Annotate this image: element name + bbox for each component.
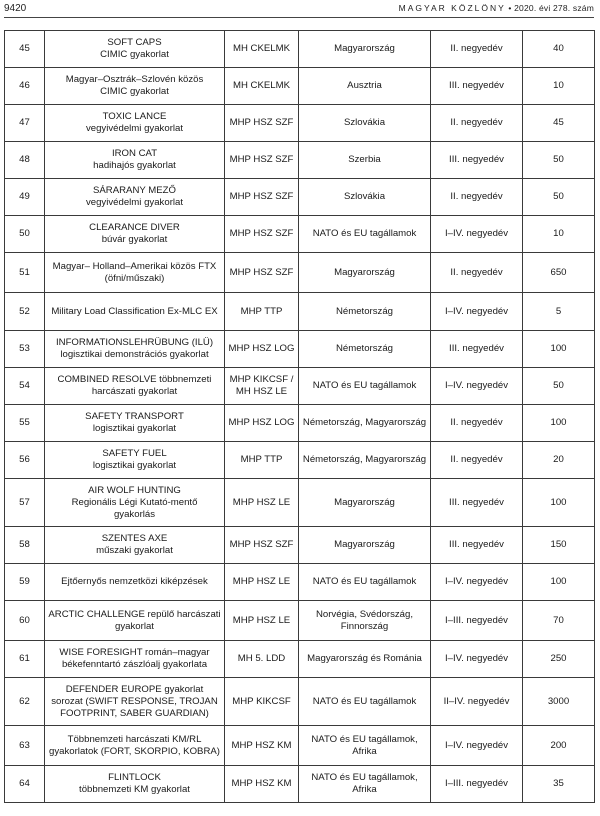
cell-participant-count: 10: [523, 216, 595, 253]
cell-row-number: 62: [5, 678, 45, 726]
cell-row-number: 50: [5, 216, 45, 253]
cell-time-period: II. negyedév: [431, 31, 523, 68]
cell-exercise-name: SÁRARANY MEZŐ vegyivédelmi gyakorlat: [45, 179, 225, 216]
table-row: [5, 331, 595, 368]
cell-row-number: 54: [5, 368, 45, 405]
cell-organizer: MH 5. LDD: [225, 641, 299, 678]
cell-exercise-name: TOXIC LANCE vegyivédelmi gyakorlat: [45, 105, 225, 142]
cell-location: NATO és EU tagállamok: [299, 368, 431, 405]
table-row: [5, 31, 595, 68]
cell-participant-count: 100: [523, 564, 595, 601]
cell-location: Németország: [299, 331, 431, 368]
table-row: [5, 641, 595, 678]
cell-exercise-name: Military Load Classification Ex-MLC EX: [45, 293, 225, 331]
cell-row-number: 46: [5, 68, 45, 105]
cell-time-period: I–III. negyedév: [431, 766, 523, 803]
cell-participant-count: 650: [523, 253, 595, 293]
table-row: [5, 216, 595, 253]
cell-time-period: II. negyedév: [431, 253, 523, 293]
cell-location: Magyarország: [299, 253, 431, 293]
cell-participant-count: 50: [523, 368, 595, 405]
cell-exercise-name: Magyar–Osztrák–Szlovén közös CIMIC gyakorlat: [45, 68, 225, 105]
table-row: [5, 479, 595, 527]
cell-location: NATO és EU tagállamok, Afrika: [299, 766, 431, 803]
cell-row-number: 48: [5, 142, 45, 179]
cell-exercise-name: SAFETY TRANSPORT logisztikai gyakorlat: [45, 405, 225, 442]
cell-participant-count: 3000: [523, 678, 595, 726]
cell-row-number: 56: [5, 442, 45, 479]
cell-location: NATO és EU tagállamok: [299, 678, 431, 726]
cell-exercise-name: SZENTES AXE műszaki gyakorlat: [45, 527, 225, 564]
cell-participant-count: 250: [523, 641, 595, 678]
cell-participant-count: 200: [523, 726, 595, 766]
cell-organizer: MHP HSZ SZF: [225, 527, 299, 564]
cell-exercise-name: Magyar– Holland–Amerikai közös FTX (öfni/műszaki): [45, 253, 225, 293]
cell-exercise-name: SAFETY FUEL logisztikai gyakorlat: [45, 442, 225, 479]
cell-location: Magyarország és Románia: [299, 641, 431, 678]
cell-organizer: MH CKELMK: [225, 68, 299, 105]
header-separator: •: [508, 3, 512, 13]
cell-time-period: I–IV. negyedév: [431, 564, 523, 601]
cell-row-number: 61: [5, 641, 45, 678]
cell-organizer: MHP KIKCSF / MH HSZ LE: [225, 368, 299, 405]
table-row: [5, 601, 595, 641]
cell-participant-count: 50: [523, 142, 595, 179]
cell-location: Magyarország: [299, 527, 431, 564]
cell-organizer: MHP HSZ SZF: [225, 216, 299, 253]
cell-row-number: 64: [5, 766, 45, 803]
cell-time-period: I–III. negyedév: [431, 601, 523, 641]
cell-time-period: II. negyedév: [431, 442, 523, 479]
cell-exercise-name: AIR WOLF HUNTING Regionális Légi Kutató-mentő gyakorlás: [45, 479, 225, 527]
cell-participant-count: 100: [523, 331, 595, 368]
cell-row-number: 58: [5, 527, 45, 564]
cell-time-period: II. negyedév: [431, 405, 523, 442]
cell-exercise-name: DEFENDER EUROPE gyakorlat sorozat (SWIFT RESPONSE, TROJAN FOOTPRINT, SABER GUARDIAN): [45, 678, 225, 726]
cell-organizer: MH CKELMK: [225, 31, 299, 68]
cell-organizer: MHP HSZ LE: [225, 601, 299, 641]
table-row: [5, 368, 595, 405]
cell-row-number: 47: [5, 105, 45, 142]
cell-location: Magyarország: [299, 479, 431, 527]
cell-organizer: MHP TTP: [225, 442, 299, 479]
cell-location: Németország, Magyarország: [299, 405, 431, 442]
cell-time-period: III. negyedév: [431, 527, 523, 564]
exercise-table-body: [5, 31, 595, 803]
table-row: [5, 678, 595, 726]
cell-location: Németország: [299, 293, 431, 331]
cell-time-period: III. negyedév: [431, 479, 523, 527]
cell-organizer: MHP HSZ KM: [225, 726, 299, 766]
cell-participant-count: 10: [523, 68, 595, 105]
table-row: [5, 179, 595, 216]
cell-location: Norvégia, Svédország, Finnország: [299, 601, 431, 641]
cell-organizer: MHP HSZ LOG: [225, 331, 299, 368]
running-head: [399, 3, 594, 13]
cell-organizer: MHP HSZ SZF: [225, 179, 299, 216]
cell-exercise-name: SOFT CAPS CIMIC gyakorlat: [45, 31, 225, 68]
cell-organizer: MHP HSZ KM: [225, 766, 299, 803]
cell-exercise-name: INFORMATIONSLEHRÜBUNG (ILÜ) logisztikai demonstrációs gyakorlat: [45, 331, 225, 368]
cell-organizer: MHP TTP: [225, 293, 299, 331]
cell-time-period: I–IV. negyedév: [431, 293, 523, 331]
cell-row-number: 59: [5, 564, 45, 601]
cell-participant-count: 5: [523, 293, 595, 331]
journal-title: MAGYAR KÖZLÖNY: [398, 3, 506, 13]
cell-participant-count: 100: [523, 405, 595, 442]
cell-location: Németország, Magyarország: [299, 442, 431, 479]
cell-time-period: III. negyedév: [431, 142, 523, 179]
cell-participant-count: 150: [523, 527, 595, 564]
cell-organizer: MHP HSZ LOG: [225, 405, 299, 442]
cell-time-period: I–IV. negyedév: [431, 216, 523, 253]
cell-organizer: MHP HSZ SZF: [225, 253, 299, 293]
issue-label: 2020. évi 278. szám: [514, 3, 594, 13]
cell-location: Magyarország: [299, 31, 431, 68]
cell-exercise-name: COMBINED RESOLVE többnemzeti harcászati gyakorlat: [45, 368, 225, 405]
cell-row-number: 55: [5, 405, 45, 442]
cell-exercise-name: FLINTLOCK többnemzeti KM gyakorlat: [45, 766, 225, 803]
cell-row-number: 51: [5, 253, 45, 293]
cell-time-period: III. negyedév: [431, 331, 523, 368]
table-row: [5, 68, 595, 105]
cell-participant-count: 20: [523, 442, 595, 479]
cell-organizer: MHP HSZ SZF: [225, 105, 299, 142]
cell-participant-count: 100: [523, 479, 595, 527]
table-row: [5, 253, 595, 293]
table-row: [5, 293, 595, 331]
cell-location: Szerbia: [299, 142, 431, 179]
cell-time-period: II. negyedév: [431, 105, 523, 142]
cell-row-number: 49: [5, 179, 45, 216]
header-rule: [4, 17, 594, 18]
page-header: [0, 0, 600, 22]
cell-exercise-name: Ejtőernyős nemzetközi kiképzések: [45, 564, 225, 601]
cell-location: Szlovákia: [299, 179, 431, 216]
table-row: [5, 442, 595, 479]
cell-organizer: MHP HSZ SZF: [225, 142, 299, 179]
cell-participant-count: 50: [523, 179, 595, 216]
cell-participant-count: 70: [523, 601, 595, 641]
cell-location: Szlovákia: [299, 105, 431, 142]
cell-location: NATO és EU tagállamok, Afrika: [299, 726, 431, 766]
cell-exercise-name: CLEARANCE DIVER búvár gyakorlat: [45, 216, 225, 253]
table-row: [5, 726, 595, 766]
cell-time-period: II–IV. negyedév: [431, 678, 523, 726]
exercise-table: [4, 30, 595, 803]
cell-row-number: 45: [5, 31, 45, 68]
page-number: 9420: [4, 3, 27, 14]
table-row: [5, 142, 595, 179]
cell-row-number: 60: [5, 601, 45, 641]
cell-time-period: I–IV. negyedév: [431, 726, 523, 766]
cell-time-period: III. negyedév: [431, 68, 523, 105]
cell-time-period: I–IV. negyedév: [431, 368, 523, 405]
cell-row-number: 53: [5, 331, 45, 368]
cell-row-number: 52: [5, 293, 45, 331]
cell-exercise-name: Többnemzeti harcászati KM/RL gyakorlatok (FORT, SKORPIO, KOBRA): [45, 726, 225, 766]
table-row: [5, 766, 595, 803]
cell-organizer: MHP KIKCSF: [225, 678, 299, 726]
cell-row-number: 63: [5, 726, 45, 766]
cell-location: NATO és EU tagállamok: [299, 564, 431, 601]
cell-exercise-name: IRON CAT hadihajós gyakorlat: [45, 142, 225, 179]
cell-organizer: MHP HSZ LE: [225, 564, 299, 601]
table-row: [5, 564, 595, 601]
cell-location: Ausztria: [299, 68, 431, 105]
cell-organizer: MHP HSZ LE: [225, 479, 299, 527]
cell-participant-count: 35: [523, 766, 595, 803]
cell-time-period: I–IV. negyedév: [431, 641, 523, 678]
cell-participant-count: 40: [523, 31, 595, 68]
cell-row-number: 57: [5, 479, 45, 527]
cell-exercise-name: ARCTIC CHALLENGE repülő harcászati gyakorlat: [45, 601, 225, 641]
table-row: [5, 105, 595, 142]
table-row: [5, 527, 595, 564]
cell-time-period: II. negyedév: [431, 179, 523, 216]
cell-participant-count: 45: [523, 105, 595, 142]
cell-exercise-name: WISE FORESIGHT román–magyar békefenntartó zászlóalj gyakorlata: [45, 641, 225, 678]
table-row: [5, 405, 595, 442]
cell-location: NATO és EU tagállamok: [299, 216, 431, 253]
